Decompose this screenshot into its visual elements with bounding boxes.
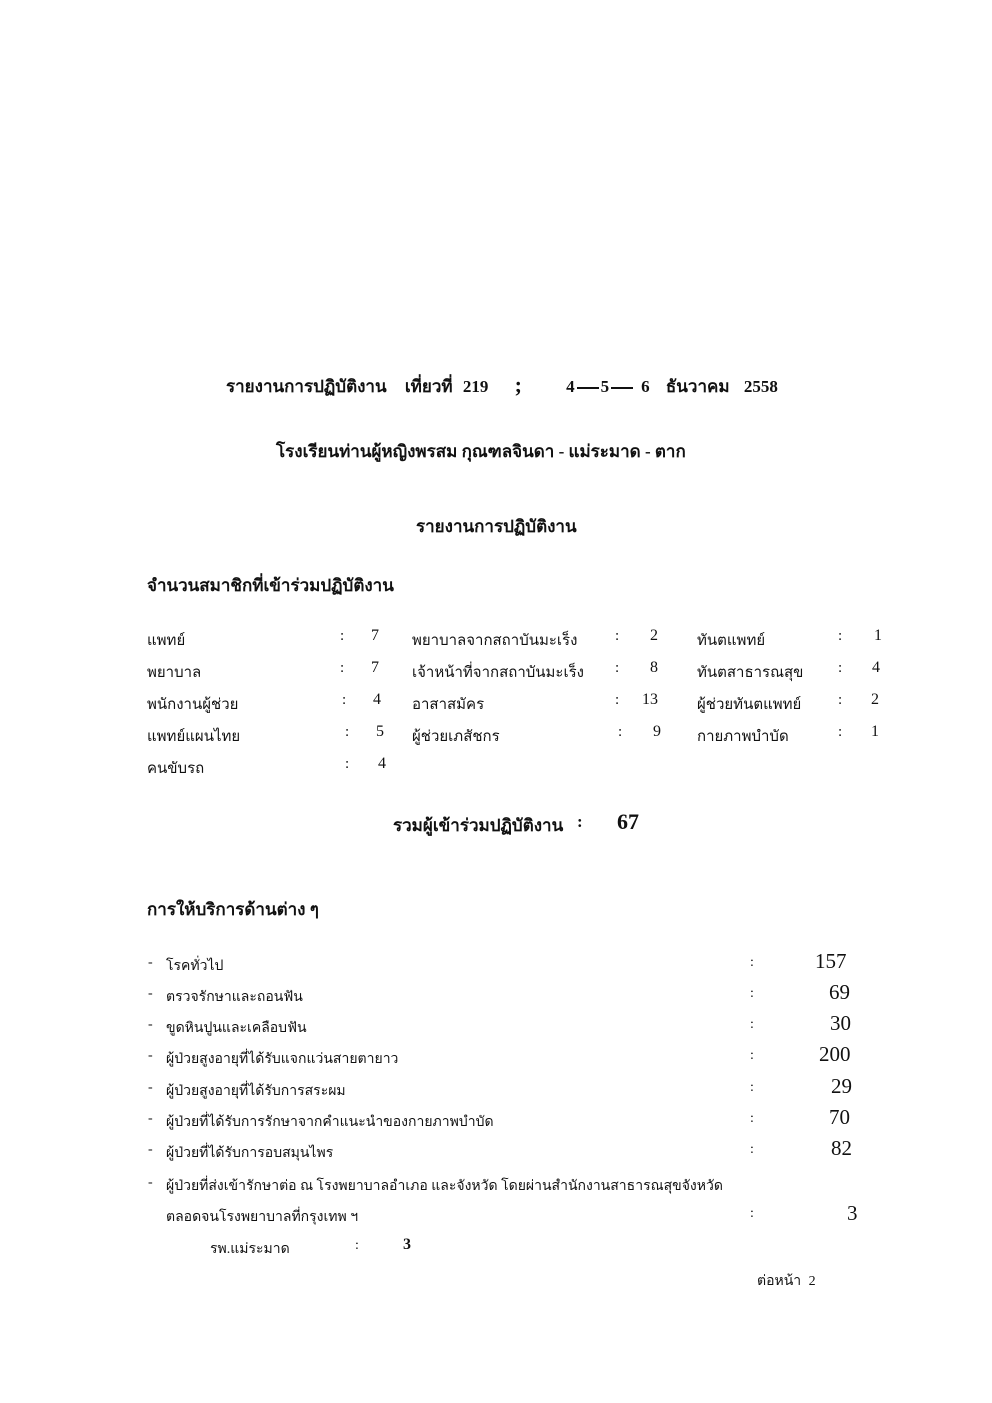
service-count: 69 [829, 980, 850, 1004]
member-count: 4 [378, 755, 386, 772]
member-count: 4 [373, 691, 381, 708]
service-label: ผู้ป่วยที่ได้รับการอบสมุนไพร [166, 1146, 334, 1161]
member-colon: : [838, 628, 843, 644]
member-count: 1 [871, 723, 879, 740]
member-label: กายภาพบำบัด [697, 729, 789, 745]
service-label: ผู้ป่วยสูงอายุที่ได้รับการสระผม [166, 1084, 346, 1099]
member-colon: : [342, 692, 347, 708]
date-month: ธันวาคม [665, 377, 730, 396]
date-dash [611, 387, 633, 389]
service-colon: : [750, 1142, 754, 1157]
member-colon: : [838, 724, 843, 740]
member-label: อาสาสมัคร [412, 697, 485, 713]
service-label: โรคทั่วไป [166, 959, 224, 974]
service-label: ผู้ป่วยที่ได้รับการรักษาจากคำแนะนำของกายภาพบำบัด [166, 1115, 494, 1130]
member-count: 1 [874, 627, 882, 644]
trip-number: 219 [462, 377, 489, 396]
service-label: ขูดหินปูนและเคลือบฟัน [166, 1021, 307, 1036]
member-label: ผู้ช่วยเภสัชกร [412, 729, 500, 745]
member-colon: : [345, 756, 350, 772]
service-colon: : [750, 1017, 754, 1032]
member-label: แพทย์ [147, 633, 186, 649]
member-colon: : [618, 724, 623, 740]
continued-label: ต่อหน้า [757, 1274, 802, 1289]
service-count: 200 [819, 1042, 851, 1066]
service-count: 29 [831, 1074, 852, 1098]
report-title: รายงานการปฏิบัติงาน [226, 377, 387, 396]
location-line: โรงเรียนท่านผู้หญิงพรสม กุณฑลจินดา - แม่ระมาด - ตาก [276, 442, 686, 461]
date-year: 2558 [743, 377, 778, 396]
service-count: 82 [831, 1136, 852, 1160]
report-header [226, 372, 778, 400]
member-label: ผู้ช่วยทันตแพทย์ [697, 697, 802, 713]
service-bullet: - [148, 1017, 153, 1032]
service-bullet: - [148, 1175, 153, 1190]
referral-line-1: ผู้ป่วยที่ส่งเข้ารักษาต่อ ณ โรงพยาบาลอำเภอ และจังหวัด โดยผ่านสำนักงานสาธารณสุขจังหวัด [166, 1179, 723, 1194]
service-label: ตรวจรักษาและถอนฟัน [166, 990, 303, 1005]
member-count: 9 [653, 723, 661, 740]
service-colon: : [750, 1080, 754, 1095]
date-day-3: 6 [641, 377, 650, 396]
service-bullet: - [148, 1142, 153, 1157]
service-bullet: - [148, 955, 153, 970]
member-colon: : [615, 628, 620, 644]
service-count: 30 [830, 1011, 851, 1035]
service-colon: : [750, 1048, 754, 1063]
member-count: 2 [650, 627, 658, 644]
section-subtitle: รายงานการปฏิบัติงาน [416, 517, 577, 536]
service-count: 70 [829, 1105, 850, 1129]
member-colon: : [838, 692, 843, 708]
member-label: เจ้าหน้าที่จากสถาบันมะเร็ง [412, 665, 584, 681]
member-count: 5 [376, 723, 384, 740]
trip-label: เที่ยวที่ [404, 377, 453, 396]
member-colon: : [615, 660, 620, 676]
member-label: แพทย์แผนไทย [147, 729, 241, 745]
continued-footer [757, 1270, 816, 1292]
service-bullet: - [148, 1080, 153, 1095]
date-dash [577, 387, 599, 389]
member-label: ทันตแพทย์ [697, 633, 766, 649]
member-count: 4 [872, 659, 880, 676]
member-colon: : [340, 628, 345, 644]
services-heading: การให้บริการด้านต่าง ๆ [147, 900, 319, 919]
service-label: ผู้ป่วยสูงอายุที่ได้รับแจกแว่นสายตายาว [166, 1052, 399, 1067]
referral-count: 3 [847, 1201, 858, 1225]
member-colon: : [340, 660, 345, 676]
member-label: พยาบาลจากสถาบันมะเร็ง [412, 633, 578, 649]
member-colon: : [838, 660, 843, 676]
member-count: 13 [642, 691, 658, 708]
service-bullet: - [148, 1048, 153, 1063]
separator: ; [514, 372, 522, 397]
referral-line-2: ตลอดจนโรงพยาบาลที่กรุงเทพ ฯ [166, 1210, 359, 1225]
hospital-colon: : [355, 1238, 359, 1253]
hospital-count: 3 [403, 1236, 411, 1253]
member-count: 7 [371, 659, 379, 676]
member-count: 8 [650, 659, 658, 676]
date-day-1: 4 [566, 377, 575, 396]
member-label: พนักงานผู้ช่วย [147, 697, 239, 713]
members-heading: จำนวนสมาชิกที่เข้าร่วมปฏิบัติงาน [147, 576, 394, 595]
hospital-label: รพ.แม่ระมาด [210, 1242, 290, 1257]
member-label: ทันตสาธารณสุข [697, 665, 804, 681]
member-count: 7 [371, 627, 379, 644]
total-label: รวมผู้เข้าร่วมปฏิบัติงาน [393, 816, 564, 835]
member-count: 2 [871, 691, 879, 708]
service-bullet: - [148, 1111, 153, 1126]
member-colon: : [345, 724, 350, 740]
service-colon: : [750, 955, 754, 970]
member-colon: : [615, 692, 620, 708]
service-colon: : [750, 986, 754, 1001]
date-day-2: 5 [600, 377, 610, 396]
service-colon: : [750, 1111, 754, 1126]
service-bullet: - [148, 986, 153, 1001]
total-colon: : [577, 812, 583, 831]
total-value: 67 [617, 809, 639, 834]
continued-page-number: 2 [808, 1274, 816, 1289]
service-count: 157 [815, 949, 847, 973]
member-label: คนขับรถ [147, 761, 205, 777]
member-label: พยาบาล [147, 665, 202, 681]
referral-colon: : [750, 1206, 754, 1221]
